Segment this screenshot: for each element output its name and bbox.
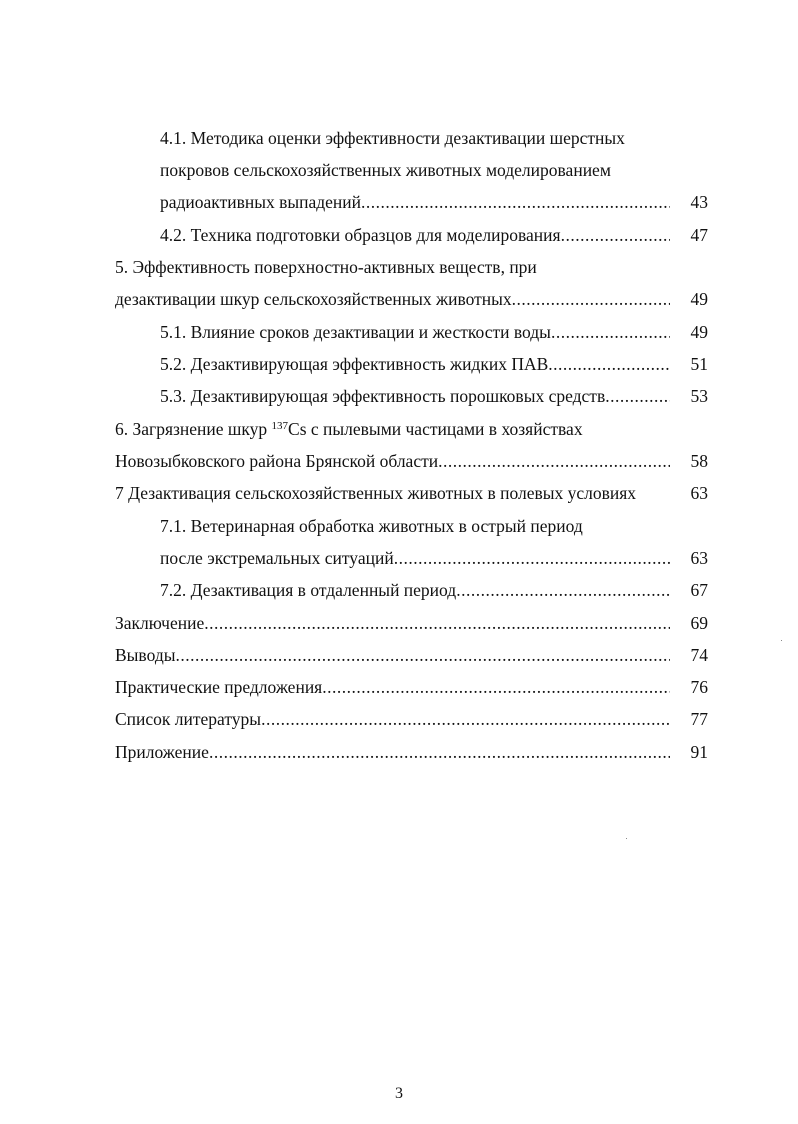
dot-leader — [204, 610, 670, 636]
toc-page-number: 77 — [690, 709, 708, 729]
dot-leader — [322, 674, 670, 700]
toc-entry-title: после экстремальных ситуаций — [160, 548, 394, 568]
toc-entry-title: 5.3. Дезактивирующая эффективность порошковых средств — [160, 386, 606, 406]
toc-entry-title: радиоактивных выпадений — [160, 192, 362, 212]
dot-leader — [512, 286, 670, 312]
toc-page-number: 63 — [690, 483, 708, 503]
isotope-superscript: 137 — [271, 420, 289, 432]
toc-entry-title: Практические предложения — [115, 677, 323, 697]
toc-page-number: 47 — [690, 225, 708, 245]
toc-entry-title: Выводы — [115, 645, 176, 665]
toc-entry-4-2[interactable] — [0, 222, 798, 248]
toc-entry-5-2[interactable] — [0, 351, 798, 377]
toc-page-number: 67 — [690, 580, 708, 600]
toc-entry-7-2[interactable] — [0, 577, 798, 603]
toc-entry-title: дезактивации шкур сельскохозяйственных животных — [115, 289, 512, 309]
dot-leader — [605, 383, 670, 409]
toc-page-number: 58 — [690, 451, 708, 471]
toc-page-number: 51 — [690, 354, 708, 374]
toc-entry-5-line2[interactable] — [0, 286, 798, 312]
toc-entry-appendix[interactable] — [0, 739, 798, 765]
dot-leader — [561, 222, 670, 248]
toc-page-number: 63 — [690, 548, 708, 568]
toc-page-number: 49 — [690, 289, 708, 309]
toc-page-number: 69 — [690, 613, 708, 633]
toc-entry-title: Заключение — [115, 613, 205, 633]
toc-entry-conclusion[interactable] — [0, 610, 798, 636]
toc-page-number: 43 — [690, 192, 708, 212]
dot-leader — [456, 577, 670, 603]
toc-page-number: 91 — [690, 742, 708, 762]
toc-entry-4-1-line3[interactable] — [0, 189, 798, 215]
toc-page-number: 53 — [690, 386, 708, 406]
toc-entry-6-line2[interactable] — [0, 448, 798, 474]
toc-entry-title: 5.1. Влияние сроков дезактивации и жесткости воды — [160, 322, 551, 342]
toc-page-number: 49 — [690, 322, 708, 342]
toc-entry-references[interactable] — [0, 706, 798, 732]
dot-leader — [551, 319, 670, 345]
toc-entry-title: Список литературы — [115, 709, 262, 729]
toc-entry-title: 7 Дезактивация сельскохозяйственных животных в полевых условиях — [115, 483, 637, 503]
toc-entry-title: Приложение — [115, 742, 209, 762]
dot-leader — [548, 351, 670, 377]
scan-speck — [781, 640, 782, 641]
dot-leader — [394, 545, 670, 571]
dot-leader — [361, 189, 670, 215]
toc-entry-5-3[interactable] — [0, 383, 798, 409]
toc-entry-7-1-line2[interactable] — [0, 545, 798, 571]
dot-leader — [175, 642, 670, 668]
toc-entry-title: 5.2. Дезактивирующая эффективность жидких ПАВ — [160, 354, 549, 374]
dot-leader — [209, 739, 670, 765]
dot-leader — [261, 706, 670, 732]
toc-entry-practical-proposals[interactable] — [0, 674, 798, 700]
toc-page-number: 74 — [690, 645, 708, 665]
document-page: 4.1. Методика оценки эффективности дезактивации шерстных покровов сельскохозяйственных животных моделированием радиоактивных выпадений ..... 43 4.2. Техника подготовки образцов для моделирования ..... 47 5. Эффективность поверхностно-активных веществ, при дезактивации шкур сельскохозяйственных животных ..... 49 5.1. Влияние сроков дезактивации и жесткости воды ..... 49 5.2. Дезактивирующая эффективность жидких ПАВ ..... 51 5.3. Дезактивирующая эффективность порошковых средств ..... 53 6. Загрязнение шкур $^{137}$Cs с пылевыми частицами в хозяйствах Новозыбковского района Брянской области ..... 58 7 Дезактивация сельскохозяйственных животных в полевых условиях 63 7.1. Ветеринарная обработка животных в острый период после экстремальных ситуаций ..... 63 7.2. Дезактивация в отдаленный период ..... 67 Заключение ..... 69 Выводы ..... 74 Практические предложения ..... 76 Список литературы ..... 77 Приложение ..... 91 3 — [0, 0, 798, 1124]
dot-leader — [438, 448, 670, 474]
toc-page-number: 76 — [690, 677, 708, 697]
toc-entry-7[interactable] — [0, 480, 798, 506]
toc-entry-findings[interactable] — [0, 642, 798, 668]
scan-speck — [626, 838, 627, 839]
toc-entry-title: 4.2. Техника подготовки образцов для моделирования — [160, 225, 561, 245]
toc-entry-title: 7.2. Дезактивация в отдаленный период — [160, 580, 457, 600]
toc-entry-5-1[interactable] — [0, 319, 798, 345]
toc-entry-title: Новозыбковского района Брянской области — [115, 451, 439, 471]
page-number: 3 — [395, 1085, 403, 1102]
